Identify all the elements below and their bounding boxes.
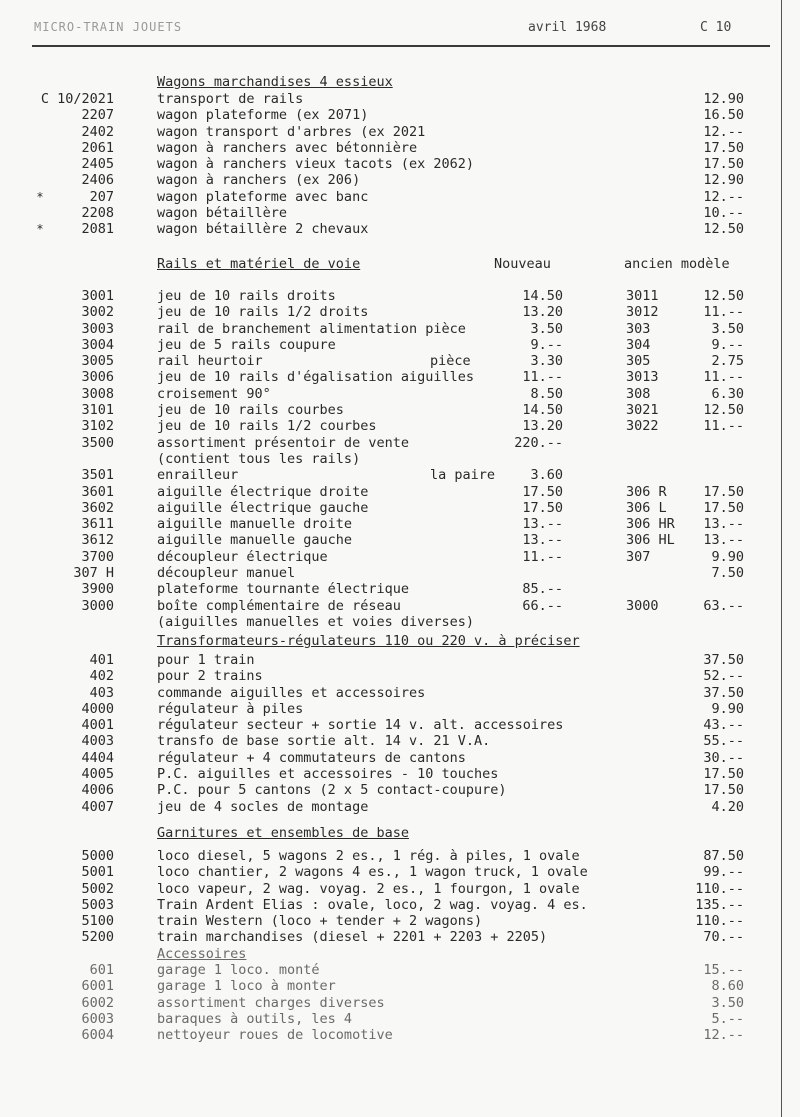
item-description: transfo de base sortie alt. 14 v. 21 V.A.	[157, 733, 491, 750]
item-new-price: 11.--	[522, 369, 563, 386]
item-old-code: 306 HL	[626, 532, 675, 549]
item-code: 6003	[81, 1010, 114, 1027]
item-description: jeu de 10 rails courbes	[157, 402, 344, 419]
item-description: Train Ardent Elias : ovale, loco, 2 wag. voyag. 4 es.	[157, 896, 588, 913]
item-old-code: 3022	[626, 418, 659, 435]
list-item	[0, 799, 800, 815]
item-description: aiguille électrique droite	[157, 483, 369, 500]
item-description: wagon bétaillère	[157, 205, 288, 222]
item-code: 5100	[81, 913, 114, 930]
section-title-sets: Garnitures et ensembles de base	[157, 825, 409, 841]
item-price: 43.--	[703, 717, 744, 734]
item-price: 110.--	[695, 880, 744, 897]
list-item	[0, 962, 800, 978]
item-new-price: 17.50	[522, 483, 563, 500]
item-code: 3000	[81, 597, 114, 614]
item-price: 135.--	[695, 896, 744, 913]
item-old-code: 3012	[626, 304, 659, 321]
item-price: 3.50	[711, 994, 744, 1011]
item-price: 52.--	[703, 668, 744, 685]
list-item	[0, 221, 800, 237]
item-description: jeu de 10 rails 1/2 courbes	[157, 418, 377, 435]
list-item	[0, 353, 800, 369]
list-item	[0, 652, 800, 668]
item-description: wagon à ranchers (ex 206)	[157, 172, 361, 189]
item-price: 5.--	[711, 1010, 744, 1027]
list-item	[0, 549, 800, 565]
item-description: loco vapeur, 2 wag. voyag. 2 es., 1 fourgon, 1 ovale	[157, 880, 580, 897]
item-new-price: 13.--	[522, 532, 563, 549]
item-price: 9.90	[711, 700, 744, 717]
transformers-list	[0, 652, 800, 815]
list-item	[0, 172, 800, 188]
item-code: 2061	[81, 139, 114, 156]
list-item	[0, 717, 800, 733]
item-code: 2406	[81, 172, 114, 189]
item-code: 3003	[81, 320, 114, 337]
wagons-list	[0, 91, 800, 238]
item-old-price: 63.--	[703, 597, 744, 614]
item-old-price: 9.--	[711, 336, 744, 353]
list-item	[0, 418, 800, 434]
item-price: 16.50	[703, 107, 744, 124]
list-item	[0, 881, 800, 897]
list-item	[0, 701, 800, 717]
list-item	[0, 288, 800, 304]
item-description: rail heurtoir	[157, 353, 263, 370]
list-item	[0, 1011, 800, 1027]
list-item	[0, 598, 800, 614]
item-old-price: 7.50	[711, 565, 744, 582]
item-code: 5000	[81, 848, 114, 864]
section-title-rails: Rails et matériel de voie	[157, 256, 361, 272]
item-price: 37.50	[703, 652, 744, 668]
item-description: P.C. aiguilles et accessoires - 10 touches	[157, 766, 499, 783]
list-item	[0, 467, 800, 483]
list-item	[0, 321, 800, 337]
item-code: 6001	[81, 978, 114, 995]
list-item	[0, 91, 800, 107]
item-description: transport de rails	[157, 91, 304, 107]
item-old-price: 13.--	[703, 516, 744, 533]
item-description: loco diesel, 5 wagons 2 es., 1 rég. à piles, 1 ovale	[157, 848, 580, 864]
item-price: 17.50	[703, 139, 744, 156]
list-item	[0, 435, 800, 451]
item-old-code: 3013	[626, 369, 659, 386]
item-description: enrailleur	[157, 467, 239, 484]
list-item	[0, 532, 800, 548]
item-description: garage 1 loco. monté	[157, 962, 320, 978]
item-code: 3611	[81, 516, 114, 533]
item-price: 8.60	[711, 978, 744, 995]
item-new-price: 66.--	[522, 597, 563, 614]
item-price: 12.--	[703, 123, 744, 140]
list-item	[0, 484, 800, 500]
item-price: 17.50	[703, 156, 744, 173]
item-description: jeu de 10 rails d'égalisation aiguilles	[157, 369, 474, 386]
item-price: 4.20	[711, 798, 744, 815]
item-old-code: 307	[626, 548, 651, 565]
item-description: wagon à ranchers avec bétonnière	[157, 139, 418, 156]
item-price: 12.--	[703, 188, 744, 205]
item-code: 403	[89, 684, 114, 701]
item-old-price: 13.--	[703, 532, 744, 549]
item-price: 12.90	[703, 172, 744, 189]
list-item	[0, 733, 800, 749]
item-new-price: 13.20	[522, 304, 563, 321]
item-description: boîte complémentaire de réseau	[157, 597, 401, 614]
item-code: 5001	[81, 864, 114, 881]
item-code: 2081	[81, 221, 114, 238]
item-description: jeu de 4 socles de montage	[157, 798, 369, 815]
item-code: 3700	[81, 548, 114, 565]
list-item	[0, 451, 800, 467]
item-code: 2207	[81, 107, 114, 124]
item-unit: la paire	[430, 467, 496, 484]
item-price: 17.50	[703, 766, 744, 783]
list-item	[0, 304, 800, 320]
item-old-price: 3.50	[711, 320, 744, 337]
list-item	[0, 913, 800, 929]
item-old-price: 11.--	[703, 418, 744, 435]
list-item	[0, 500, 800, 516]
header-date: avril 1968	[528, 20, 607, 35]
item-code: 6004	[81, 1027, 114, 1044]
item-new-price: 220.--	[514, 434, 563, 451]
item-price: 12.--	[703, 1027, 744, 1044]
item-new-price: 85.--	[522, 581, 563, 598]
item-old-code: 308	[626, 385, 651, 402]
list-item	[0, 750, 800, 766]
list-item	[0, 978, 800, 994]
item-description: (aiguilles manuelles et voies diverses)	[157, 613, 474, 630]
item-description: jeu de 10 rails droits	[157, 288, 336, 304]
item-code: 4005	[81, 766, 114, 783]
list-item	[0, 995, 800, 1011]
item-description: découpleur manuel	[157, 565, 296, 582]
section-title-transformers: Transformateurs-régulateurs 110 ou 220 v. à préciser	[157, 633, 580, 649]
item-description: jeu de 5 rails coupure	[157, 336, 336, 353]
item-description: régulateur secteur + sortie 14 v. alt. accessoires	[157, 717, 564, 734]
item-price: 30.--	[703, 749, 744, 766]
item-description: baraques à outils, les 4	[157, 1010, 353, 1027]
item-old-price: 2.75	[711, 353, 744, 370]
item-code: 207	[89, 188, 114, 205]
item-new-price: 13.--	[522, 516, 563, 533]
item-code: 3008	[81, 385, 114, 402]
list-item	[0, 189, 800, 205]
item-description: aiguille manuelle gauche	[157, 532, 353, 549]
item-description: assortiment charges diverses	[157, 994, 385, 1011]
list-item	[0, 337, 800, 353]
item-code: 2402	[81, 123, 114, 140]
section-title-wagons: Wagons marchandises 4 essieux	[157, 74, 393, 90]
item-code: 3102	[81, 418, 114, 435]
item-new-price: 3.50	[530, 320, 563, 337]
item-code: 4404	[81, 749, 114, 766]
list-item	[0, 156, 800, 172]
list-item	[0, 402, 800, 418]
list-item	[0, 848, 800, 864]
item-new-price: 14.50	[522, 288, 563, 304]
list-item	[0, 107, 800, 123]
item-description: pour 2 trains	[157, 668, 263, 685]
item-code: 2405	[81, 156, 114, 173]
item-code: 3004	[81, 336, 114, 353]
item-price: 17.50	[703, 782, 744, 799]
item-description: loco chantier, 2 wagons 4 es., 1 wagon truck, 1 ovale	[157, 864, 588, 881]
item-new-price: 11.--	[522, 548, 563, 565]
item-code: 3601	[81, 483, 114, 500]
item-description: garage 1 loco à monter	[157, 978, 336, 995]
accessories-list	[0, 962, 800, 1043]
item-code: 5003	[81, 896, 114, 913]
item-code: 3602	[81, 499, 114, 516]
item-new-price: 8.50	[530, 385, 563, 402]
item-code: 4006	[81, 782, 114, 799]
list-item	[0, 1027, 800, 1043]
list-item	[0, 668, 800, 684]
item-code: 4007	[81, 798, 114, 815]
list-item	[0, 140, 800, 156]
item-code: 3501	[81, 467, 114, 484]
item-old-price: 12.50	[703, 288, 744, 304]
header-page-number: C 10	[700, 20, 732, 35]
item-description: (contient tous les rails)	[157, 450, 361, 467]
item-new-price: 3.30	[530, 353, 563, 370]
item-code: 4001	[81, 717, 114, 734]
item-code: 601	[89, 962, 114, 978]
item-old-code: 304	[626, 336, 651, 353]
header-company: MICRO-TRAIN JOUETS	[34, 20, 183, 34]
item-old-price: 11.--	[703, 369, 744, 386]
item-old-code: 305	[626, 353, 651, 370]
item-code: 3006	[81, 369, 114, 386]
item-description: régulateur à piles	[157, 700, 304, 717]
list-item	[0, 369, 800, 385]
item-code: 3500	[81, 434, 114, 451]
rails-list	[0, 288, 800, 630]
header-rule	[32, 45, 770, 47]
item-description: wagon plateforme avec banc	[157, 188, 369, 205]
list-item	[0, 581, 800, 597]
item-code: 3005	[81, 353, 114, 370]
list-item	[0, 386, 800, 402]
item-new-price: 9.--	[530, 336, 563, 353]
item-old-price: 6.30	[711, 385, 744, 402]
item-code: 4003	[81, 733, 114, 750]
list-item	[0, 685, 800, 701]
item-price: 15.--	[703, 962, 744, 978]
item-description: assortiment présentoir de vente	[157, 434, 409, 451]
item-code: 6002	[81, 994, 114, 1011]
item-description: aiguille électrique gauche	[157, 499, 369, 516]
item-code: 2208	[81, 205, 114, 222]
list-item	[0, 614, 800, 630]
item-code: 5200	[81, 929, 114, 946]
item-code: 4000	[81, 700, 114, 717]
section-title-accessories: Accessoires	[157, 946, 247, 962]
item-description: croisement 90°	[157, 385, 271, 402]
column-header-new: Nouveau	[494, 256, 551, 272]
list-item	[0, 124, 800, 140]
item-description: jeu de 10 rails 1/2 droits	[157, 304, 369, 321]
list-item	[0, 929, 800, 945]
item-code: 3900	[81, 581, 114, 598]
item-old-price: 11.--	[703, 304, 744, 321]
item-old-code: 306 L	[626, 499, 667, 516]
item-old-code: 303	[626, 320, 651, 337]
item-code: 307 H	[73, 565, 114, 582]
item-new-price: 17.50	[522, 499, 563, 516]
item-new-price: 3.60	[530, 467, 563, 484]
item-old-code: 3021	[626, 402, 659, 419]
item-price: 87.50	[703, 848, 744, 864]
list-item	[0, 766, 800, 782]
item-description: régulateur + 4 commutateurs de cantons	[157, 749, 466, 766]
item-code: 402	[89, 668, 114, 685]
list-item	[0, 897, 800, 913]
item-price: 12.50	[703, 221, 744, 238]
item-price: 55.--	[703, 733, 744, 750]
item-description: train marchandises (diesel + 2201 + 2203 + 2205)	[157, 929, 548, 946]
item-description: wagon plateforme (ex 2071)	[157, 107, 369, 124]
item-description: wagon à ranchers vieux tacots (ex 2062)	[157, 156, 474, 173]
column-header-old-model: ancien modèle	[624, 256, 730, 272]
item-description: pour 1 train	[157, 652, 255, 668]
item-code: 3001	[81, 288, 114, 304]
item-code: 3612	[81, 532, 114, 549]
item-description: wagon bétaillère 2 chevaux	[157, 221, 369, 238]
item-code: C 10/2021	[40, 91, 114, 107]
item-description: wagon transport d'arbres (ex 2021	[157, 123, 426, 140]
item-description: nettoyeur roues de locomotive	[157, 1027, 393, 1044]
item-description: commande aiguilles et accessoires	[157, 684, 426, 701]
item-price: 110.--	[695, 913, 744, 930]
item-code: 401	[89, 652, 114, 668]
item-price: 10.--	[703, 205, 744, 222]
item-old-code: 306 R	[626, 483, 667, 500]
item-description: rail de branchement alimentation pièce	[157, 320, 466, 337]
item-description: plateforme tournante électrique	[157, 581, 409, 598]
item-code: 3002	[81, 304, 114, 321]
item-old-price: 9.90	[711, 548, 744, 565]
list-item	[0, 516, 800, 532]
list-item	[0, 205, 800, 221]
list-item	[0, 864, 800, 880]
item-old-price: 17.50	[703, 483, 744, 500]
item-new-price: 13.20	[522, 418, 563, 435]
item-old-code: 306 HR	[626, 516, 675, 533]
item-description: P.C. pour 5 cantons (2 x 5 contact-coupure)	[157, 782, 507, 799]
asterisk-mark: *	[36, 189, 44, 204]
item-old-price: 17.50	[703, 499, 744, 516]
list-item	[0, 565, 800, 581]
item-old-code: 3000	[626, 597, 659, 614]
list-item	[0, 782, 800, 798]
item-description: train Western (loco + tender + 2 wagons)	[157, 913, 483, 930]
item-old-price: 12.50	[703, 402, 744, 419]
sets-list	[0, 848, 800, 946]
item-code: 5002	[81, 880, 114, 897]
item-code: 3101	[81, 402, 114, 419]
item-unit: pièce	[430, 353, 471, 370]
item-price: 37.50	[703, 684, 744, 701]
item-new-price: 14.50	[522, 402, 563, 419]
item-price: 99.--	[703, 864, 744, 881]
item-price: 12.90	[703, 91, 744, 107]
asterisk-mark: *	[36, 222, 44, 237]
item-old-code: 3011	[626, 288, 659, 304]
item-description: découpleur électrique	[157, 548, 328, 565]
item-description: aiguille manuelle droite	[157, 516, 353, 533]
item-price: 70.--	[703, 929, 744, 946]
